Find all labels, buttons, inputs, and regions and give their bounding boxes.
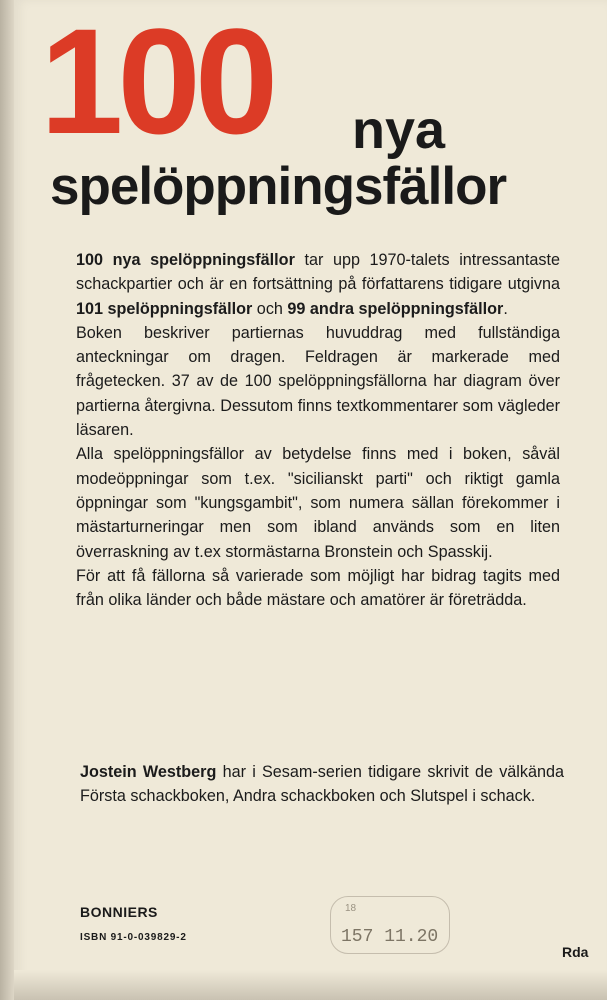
- description-paragraph-2: Boken beskriver partiernas huvuddrag med fullständiga anteckningar om dragen. Feldragen är markerade med frågetecken. 37 av de 100 spelöppningsfällorna har diagram över partierna återgivna. Dessutom finns textkommentarer som vägleder läsaren.: [76, 323, 560, 440]
- price-stamp: [330, 896, 450, 954]
- price-stamp-code: 157 11.20: [341, 927, 439, 947]
- author-paragraph: [80, 760, 564, 809]
- paragraph-text: och: [252, 299, 288, 318]
- title-main: spelöppningsfällor: [50, 157, 507, 216]
- price-stamp-small: 18: [345, 903, 357, 914]
- book-spine-edge: [0, 0, 14, 1000]
- isbn-number: ISBN 91-0-039829-2: [80, 932, 187, 943]
- corner-mark: Rda: [562, 944, 589, 960]
- description-paragraph-3: Alla spelöppningsfällor av betydelse finns med i boken, såväl modeöppningar som t.ex. "sicilianskt parti" och riktigt gamla öppningar som "kungsgambit", som numera sällan förekommer i mästarturneringar men som ibland används som en liten överraskning av t.ex stormästarna Bronstein och Spasskij.: [76, 445, 560, 561]
- description-text: [76, 248, 560, 612]
- author-text: har i Sesam-serien tidigare skrivit de välkända Första schackboken, Andra schackboken och Slutspel i schack.: [80, 763, 564, 806]
- paragraph-text: .: [503, 299, 508, 318]
- description-paragraph-1: [76, 248, 560, 321]
- publisher-name: BONNIERS: [80, 904, 158, 920]
- author-name: Jostein Westberg: [80, 763, 217, 781]
- description-paragraph-4: För att få fällorna så varierade som möjligt har bidrag tagits med från olika länder och både mästare och amatörer är företrädda.: [76, 566, 560, 610]
- title-word-nya: nya: [352, 100, 446, 160]
- bold-book-title: 99 andra spelöppningsfällor: [287, 299, 504, 318]
- title-number: 100: [40, 0, 273, 165]
- bold-book-title: 100 nya spelöppningsfällor: [76, 251, 295, 269]
- bold-book-title: 101 spelöppningsfällor: [76, 299, 253, 318]
- author-note: [80, 760, 564, 809]
- cover-bottom-edge: [14, 970, 607, 1000]
- paragraph-text: tar upp 1970-talets intressantaste schackpartier och är en fortsättning på författarens tidigare utgivna: [76, 251, 560, 294]
